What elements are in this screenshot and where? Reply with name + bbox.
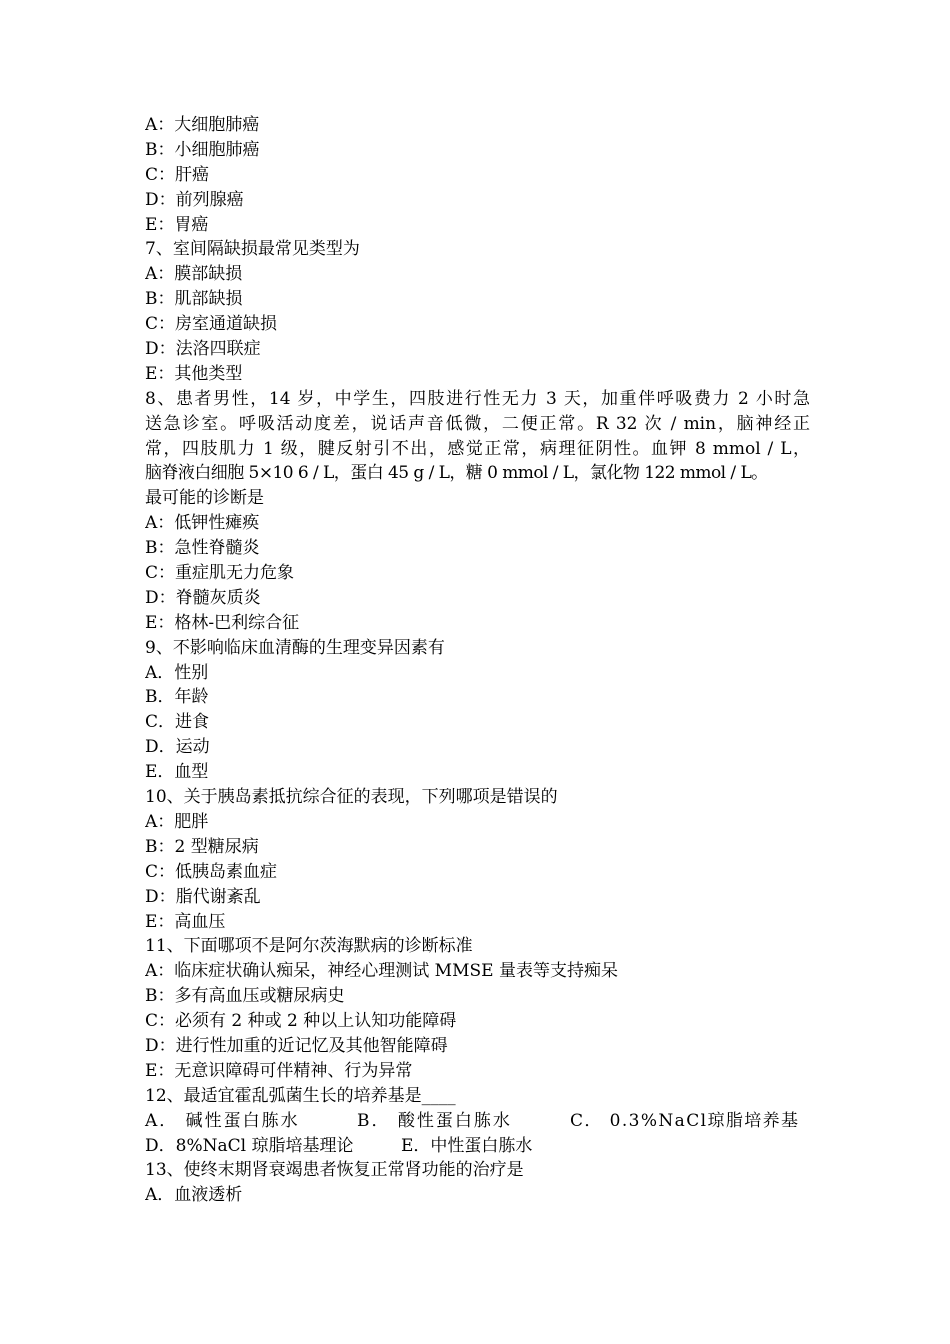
q7-option-d: D：法洛四联症 xyxy=(145,339,261,360)
q10-option-d: D：脂代谢紊乱 xyxy=(145,886,261,907)
q11-option-b: B：多有高血压或糖尿病史 xyxy=(145,986,345,1007)
q9-option-b: B．年龄 xyxy=(145,687,209,708)
q10-stem: 10、关于胰岛素抵抗综合征的表现，下列哪项是错误的 xyxy=(145,787,558,808)
q8-option-e: E：格林-巴利综合征 xyxy=(145,612,300,633)
q8-option-b: B：急性脊髓炎 xyxy=(145,538,260,559)
q13-stem: 13、使终末期肾衰竭患者恢复正常肾功能的治疗是 xyxy=(145,1160,524,1181)
q12-option-a: A． 碱性蛋白胨水 xyxy=(145,1110,300,1131)
q9-option-d: D．运动 xyxy=(145,737,210,758)
q7-option-b: B：肌部缺损 xyxy=(145,289,243,310)
q6-option-b: B：小细胞肺癌 xyxy=(145,139,260,160)
q6-option-e: E：胃癌 xyxy=(145,214,209,235)
q12-option-d: D．8%NaCl 琼脂培基理论 xyxy=(145,1135,354,1156)
q12-option-b: B． 酸性蛋白胨水 xyxy=(357,1110,512,1131)
q8-stem-line: 脑脊液白细胞 5×10 6 / L，蛋白 45 g / L，糖 0 mmol / L，氯化物 122 mmol / L。 xyxy=(145,463,768,484)
q8-option-a: A：低钾性瘫痪 xyxy=(145,513,260,534)
q12-options-row-2 xyxy=(145,1134,810,1159)
document-page xyxy=(145,113,810,1208)
q10-option-e: E：高血压 xyxy=(145,911,226,932)
q7-option-c: C：房室通道缺损 xyxy=(145,314,278,335)
q11-option-d: D：进行性加重的近记忆及其他智能障碍 xyxy=(145,1035,448,1056)
q8-stem-line: 送急诊室。呼吸活动度差，说话声音低微，二便正常。R 32 次 / min，脑神经正 xyxy=(145,413,810,434)
q12-options-row-1 xyxy=(145,1109,810,1134)
q6-option-c: C：肝癌 xyxy=(145,164,210,185)
q11-option-c: C：必须有 2 种或 2 种以上认知功能障碍 xyxy=(145,1011,457,1032)
q7-stem: 7、室间隔缺损最常见类型为 xyxy=(145,239,360,260)
q9-stem: 9、不影响临床血清酶的生理变异因素有 xyxy=(145,637,445,658)
q8-stem-line: 常，四肢肌力 1 级，腱反射引不出，感觉正常，病理征阴性。血钾 8 mmol / L， xyxy=(145,438,810,459)
q9-option-e: E．血型 xyxy=(145,762,209,783)
q11-option-a: A：临床症状确认痴呆，神经心理测试 MMSE 量表等支持痴呆 xyxy=(145,961,618,982)
q8-option-c: C：重症肌无力危象 xyxy=(145,563,295,584)
q11-stem: 11、下面哪项不是阿尔茨海默病的诊断标准 xyxy=(145,936,473,957)
q12-option-e: E．中性蛋白胨水 xyxy=(401,1135,533,1156)
q12-stem: 12、最适宜霍乱弧菌生长的培养基是____ xyxy=(145,1085,456,1106)
q6-option-d: D：前列腺癌 xyxy=(145,189,244,210)
q7-option-e: E：其他类型 xyxy=(145,363,243,384)
q8-option-d: D：脊髓灰质炎 xyxy=(145,587,261,608)
q10-option-b: B：2 型糖尿病 xyxy=(145,836,259,857)
q6-option-a: A：大细胞肺癌 xyxy=(145,115,260,135)
q8-stem-line: 8、患者男性，14 岁，中学生，四肢进行性无力 3 天，加重伴呼吸费力 2 小时急 xyxy=(145,388,810,409)
q9-option-c: C．进食 xyxy=(145,712,210,733)
q7-option-a: A：膜部缺损 xyxy=(145,264,243,285)
q13-option-a: A．血液透析 xyxy=(145,1185,243,1206)
q12-option-c: C． 0.3%NaCl琼脂培养基 xyxy=(570,1110,800,1131)
q11-option-e: E：无意识障碍可伴精神、行为异常 xyxy=(145,1060,413,1081)
q10-option-a: A：肥胖 xyxy=(145,811,209,832)
q9-option-a: A．性别 xyxy=(145,662,209,683)
q10-option-c: C：低胰岛素血症 xyxy=(145,861,278,882)
q8-stem-line: 最可能的诊断是 xyxy=(145,488,264,509)
